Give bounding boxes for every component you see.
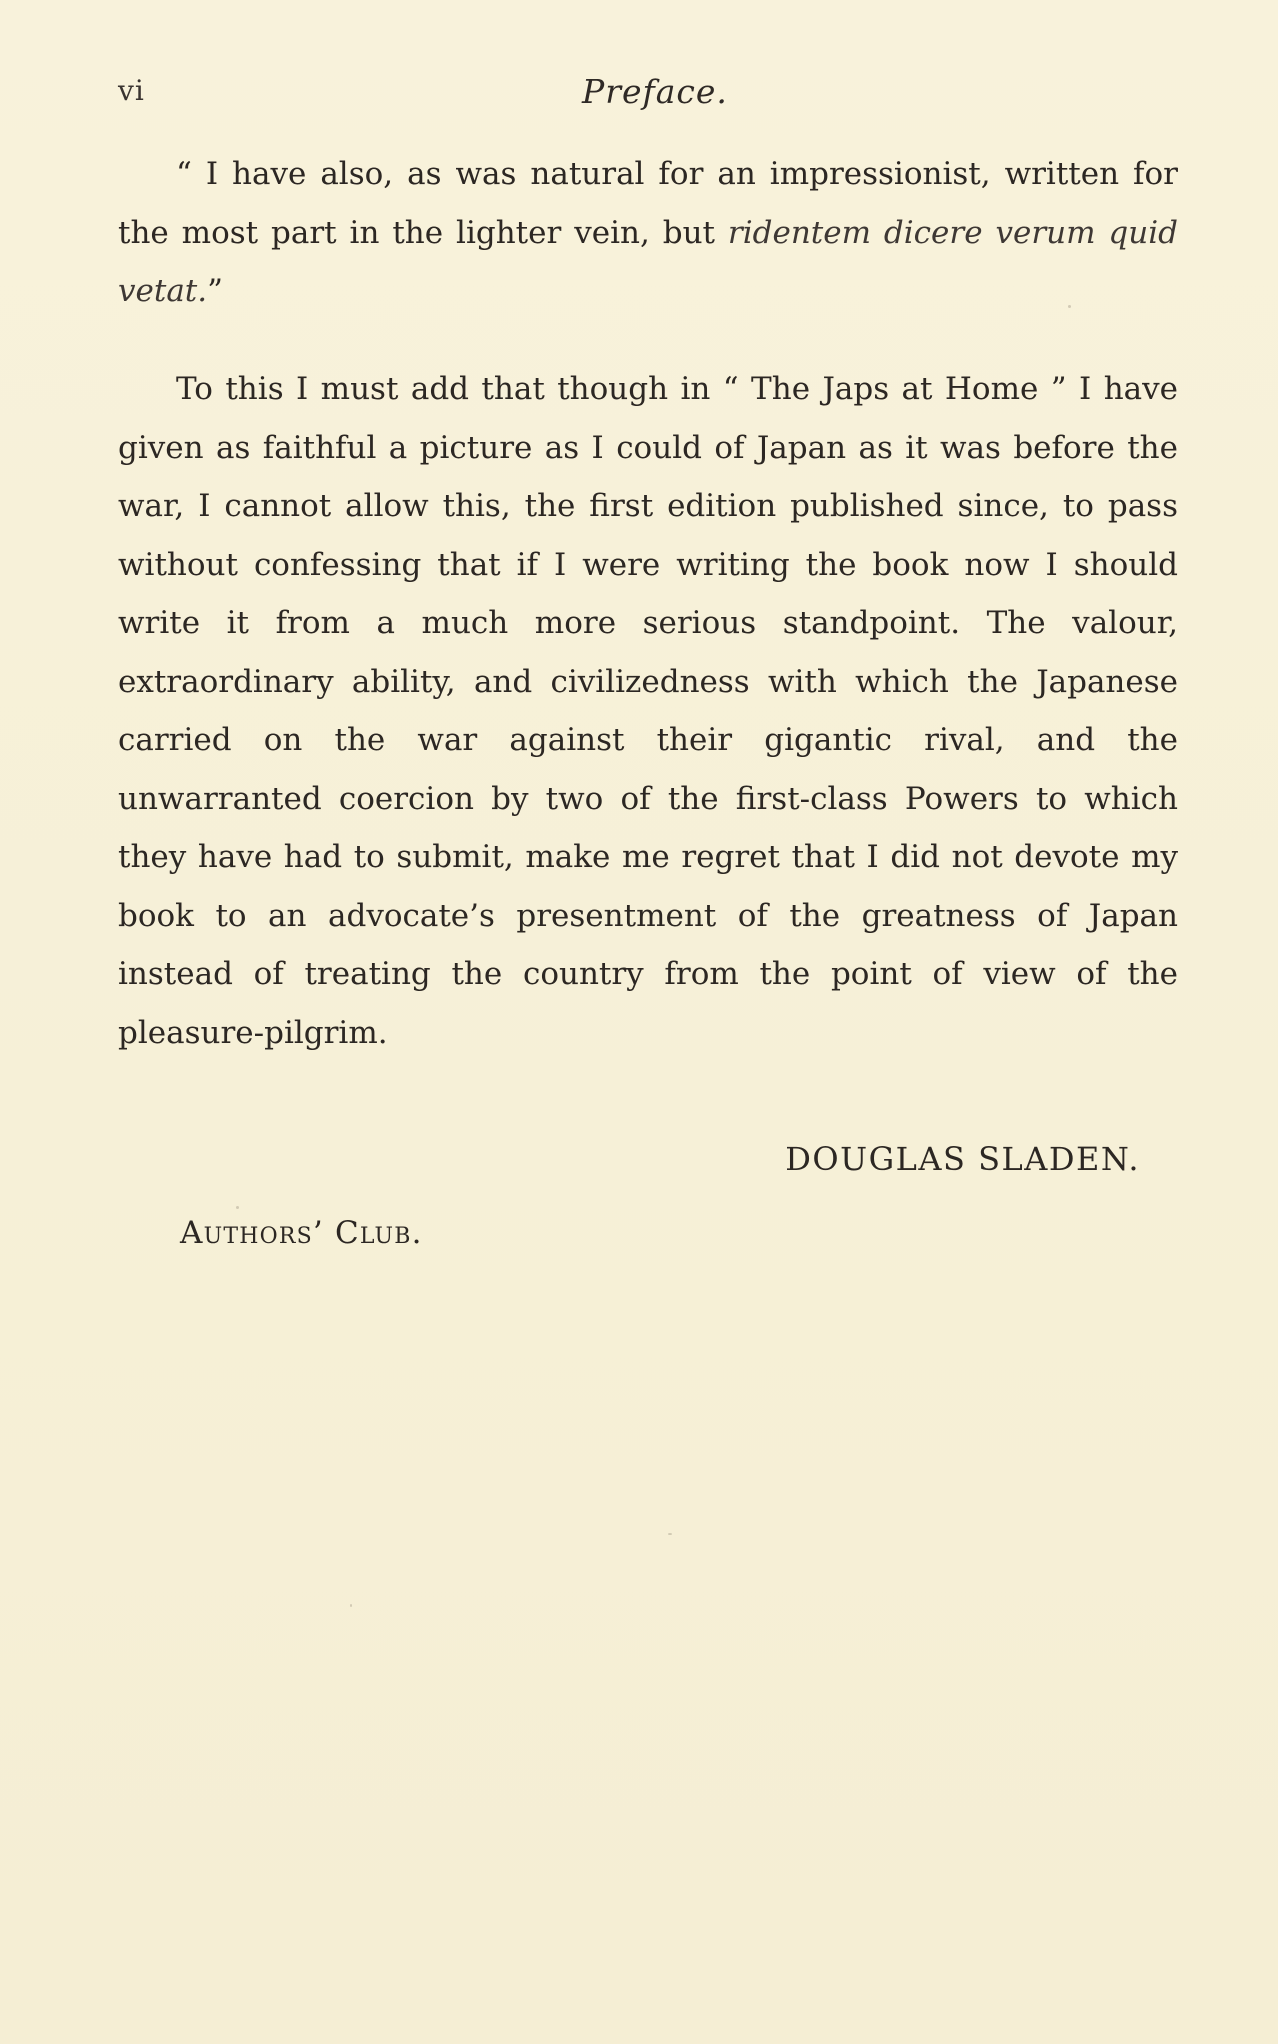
- page-header: [118, 72, 1178, 116]
- paper-speck: [350, 1604, 352, 1607]
- quoted-paragraph-text: “ I have also, as was natural for an impressionist, written for the most part in the lighter vein, but: [118, 156, 1178, 251]
- page-number: vi: [118, 74, 145, 107]
- latin-quotation: ridentem dicere verum quid vetat.: [118, 214, 1179, 309]
- paper-speck: [236, 1206, 239, 1209]
- paper-speck: [668, 1533, 672, 1535]
- quoted-paragraph: [118, 145, 1178, 321]
- body-paragraph: To this I must add that though in “ The Japs at Home ” I have given as faithful a picture as I could of Japan as it was before the war, I cannot allow this, the first edition published since, to pass without confessing that if I were writing the book now I should write it from a much more serious standpoint. The valour, extraordinary ability, and civilizedness with which the Japanese carried on the war against their gigantic rival, and the unwarranted coercion by two of the first-class Powers to which they have had to submit, make me regret that I did not devote my book to an advocate’s presentment of the greatness of Japan instead of treating the country from the point of view of the pleasure-pilgrim.: [118, 371, 1178, 1051]
- paper-speck: [1068, 305, 1071, 308]
- place-line: Authors’ Club.: [180, 1215, 423, 1251]
- closing-quote-mark: ”: [207, 273, 223, 309]
- author-signature: DOUGLAS SLADEN.: [785, 1140, 1140, 1178]
- running-title: Preface.: [582, 72, 728, 111]
